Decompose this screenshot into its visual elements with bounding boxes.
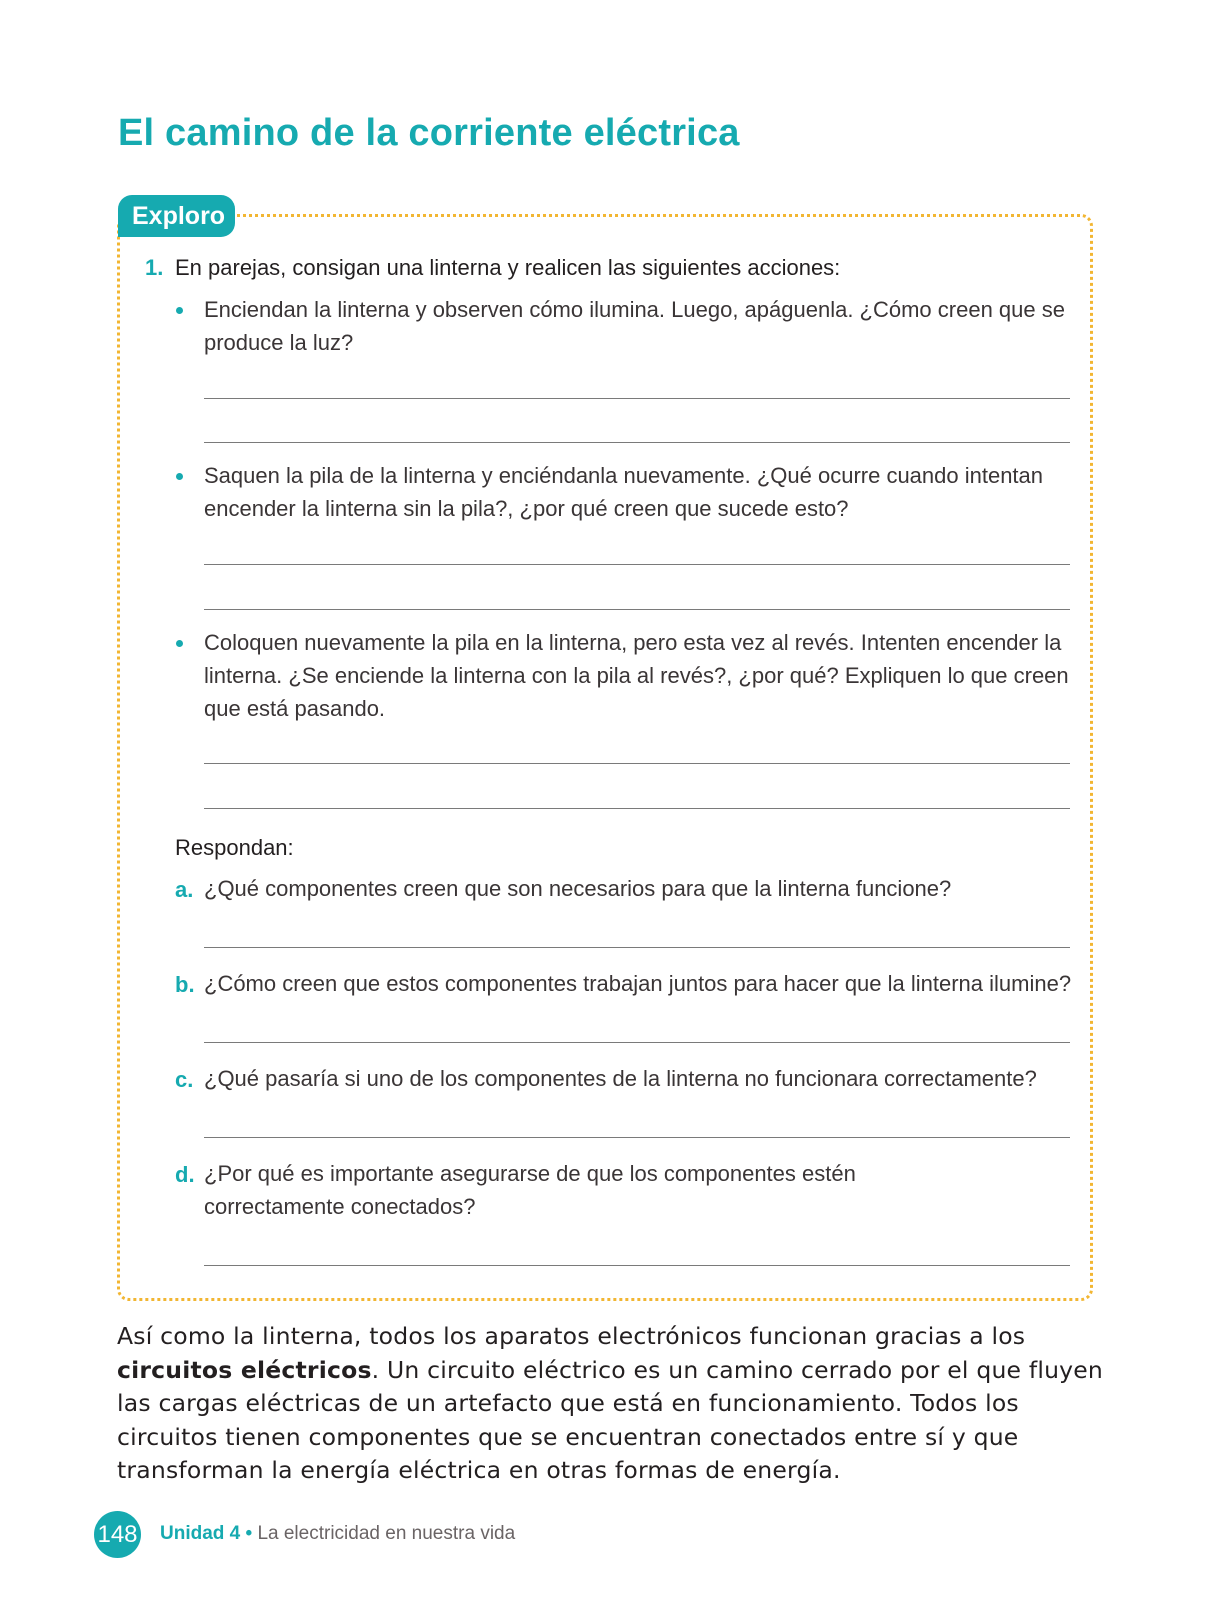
question-c: ¿Qué pasaría si uno de los componentes de la linterna no funcionara correctamente?	[204, 1066, 1037, 1091]
bullet-marker	[176, 640, 183, 647]
answer-line[interactable]	[204, 442, 1070, 443]
paragraph-text-end: . Un circuito eléctrico es un camino cerrado por el que fluyen las cargas eléctricas de un artefacto que está en funcionamiento. Todos los circuitos tienen componentes que se encuentran conectados entre sí y que transforman la energía eléctrica en otras formas de energía.	[117, 1355, 1104, 1484]
question-a: ¿Qué componentes creen que son necesarios para que la linterna funcione?	[204, 876, 952, 901]
body-paragraph	[117, 1320, 1107, 1488]
answer-line[interactable]	[204, 1265, 1070, 1266]
answer-line[interactable]	[204, 763, 1070, 764]
activity-number: 1.	[145, 255, 164, 280]
footer-topic: La electricidad en nuestra vida	[257, 1523, 516, 1544]
respond-label: Respondan:	[175, 835, 294, 860]
page-number: 148	[94, 1511, 141, 1558]
question-letter-d: d.	[175, 1162, 195, 1187]
paragraph-text-start: Así como la linterna, todos los aparatos electrónicos funcionan gracias a los	[117, 1322, 1026, 1350]
footer-separator: •	[240, 1523, 258, 1544]
answer-line[interactable]	[204, 609, 1070, 610]
answer-line[interactable]	[204, 1042, 1070, 1043]
answer-line[interactable]	[204, 398, 1070, 399]
footer-unit: Unidad 4	[160, 1523, 241, 1544]
section-tag: Exploro	[118, 195, 235, 237]
answer-line[interactable]	[204, 947, 1070, 948]
bullet-marker	[176, 473, 183, 480]
activity-instruction: En parejas, consigan una linterna y realicen las siguientes acciones:	[175, 255, 841, 280]
bullet-marker	[176, 307, 183, 314]
question-letter-c: c.	[175, 1067, 194, 1092]
page-title: El camino de la corriente eléctrica	[118, 112, 740, 154]
bullet-item-3: Coloquen nuevamente la pila en la linterna, pero esta vez al revés. Intenten encender la linterna. ¿Se enciende la linterna con la pila al revés?, ¿por qué? Expliquen lo que creen que está pasando.	[204, 630, 1069, 721]
question-letter-a: a.	[175, 877, 194, 902]
footer	[160, 1523, 515, 1545]
answer-line[interactable]	[204, 564, 1070, 565]
answer-line[interactable]	[204, 808, 1070, 809]
question-b: ¿Cómo creen que estos componentes trabajan juntos para hacer que la linterna ilumine?	[204, 971, 1072, 996]
question-d: ¿Por qué es importante asegurarse de que los componentes estén correctamente conectados?	[204, 1161, 856, 1219]
bullet-item-1: Enciendan la linterna y observen cómo ilumina. Luego, apáguenla. ¿Cómo creen que se produce la luz?	[204, 297, 1065, 355]
question-letter-b: b.	[175, 972, 195, 997]
key-term: circuitos eléctricos	[117, 1355, 372, 1384]
answer-line[interactable]	[204, 1137, 1070, 1138]
bullet-item-2: Saquen la pila de la linterna y enciéndanla nuevamente. ¿Qué ocurre cuando intentan encender la linterna sin la pila?, ¿por qué creen que sucede esto?	[204, 463, 1044, 521]
